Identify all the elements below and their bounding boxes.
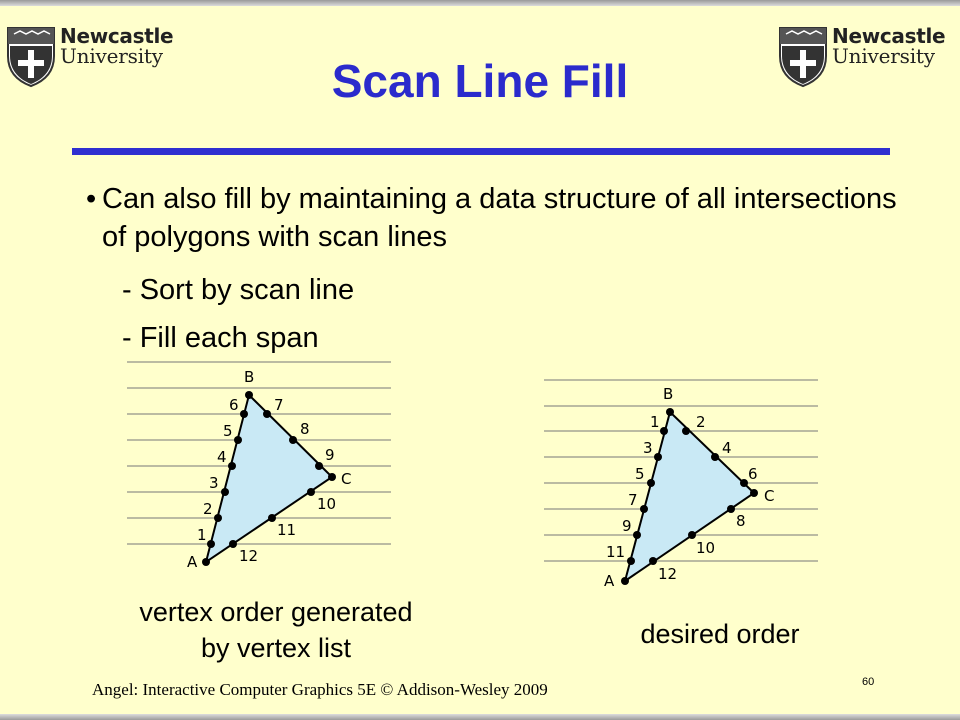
point-label: 10 bbox=[696, 539, 716, 557]
sub-item-sort: - Sort by scan line bbox=[122, 274, 355, 306]
point-label: 5 bbox=[223, 422, 233, 440]
logo-line2: University bbox=[832, 44, 935, 68]
point-label: 12 bbox=[658, 565, 678, 583]
scanline-diagram-left bbox=[127, 358, 391, 573]
logo-line2: University bbox=[60, 44, 163, 68]
point-label: 1 bbox=[197, 526, 207, 544]
vertex-label-b: B bbox=[663, 385, 674, 403]
point-label: 6 bbox=[748, 465, 758, 483]
figure-desired-order bbox=[544, 376, 818, 594]
vertex-label-b: B bbox=[244, 368, 255, 386]
point-label: 12 bbox=[239, 547, 259, 565]
title-underline bbox=[72, 148, 890, 155]
scanline-diagram-right bbox=[544, 376, 818, 594]
point-label: 8 bbox=[300, 420, 310, 438]
caption-left-line2: by vertex list bbox=[200, 633, 352, 663]
point-label: 3 bbox=[209, 474, 219, 492]
caption-right: desired order bbox=[640, 619, 800, 649]
logo-line1: Newcastle bbox=[832, 24, 946, 48]
point-label: 7 bbox=[274, 396, 284, 414]
point-label: 11 bbox=[606, 543, 626, 561]
point-label: 1 bbox=[650, 413, 660, 431]
logo-line1: Newcastle bbox=[60, 24, 174, 48]
point-label: 5 bbox=[635, 465, 645, 483]
vertex-label-a: A bbox=[187, 553, 198, 571]
point-label: 2 bbox=[203, 500, 213, 518]
point-label: 2 bbox=[696, 413, 706, 431]
point-label: 8 bbox=[736, 512, 746, 530]
caption-left bbox=[96, 594, 456, 666]
point-label: 7 bbox=[628, 491, 638, 509]
point-label: 9 bbox=[622, 517, 632, 535]
slide-title: Scan Line Fill bbox=[331, 55, 629, 107]
point-label: 4 bbox=[722, 439, 732, 457]
point-label: 4 bbox=[217, 448, 227, 466]
bullet-text: Can also fill by maintaining a data structure of all intersections of polygons with scan lines bbox=[102, 183, 897, 253]
point-label: 11 bbox=[277, 521, 297, 539]
bullet-item bbox=[86, 180, 906, 256]
bullet-dot: • bbox=[86, 183, 97, 215]
caption-left-line1: vertex order generated bbox=[139, 597, 413, 627]
sub-item-fill: - Fill each span bbox=[122, 322, 319, 354]
top-frame bbox=[0, 0, 960, 6]
point-label: 3 bbox=[643, 439, 653, 457]
point-label: 9 bbox=[325, 446, 335, 464]
footer-citation: Angel: Interactive Computer Graphics 5E © Addison-Wesley 2009 bbox=[92, 680, 548, 699]
vertex-label-c: C bbox=[341, 470, 352, 488]
figure-vertex-order bbox=[127, 358, 391, 573]
bottom-frame bbox=[0, 714, 960, 720]
page-number: 60 bbox=[862, 676, 875, 688]
vertex-label-c: C bbox=[764, 487, 775, 505]
vertex-label-a: A bbox=[604, 572, 615, 590]
point-label: 10 bbox=[317, 495, 337, 513]
point-label: 6 bbox=[229, 396, 239, 414]
